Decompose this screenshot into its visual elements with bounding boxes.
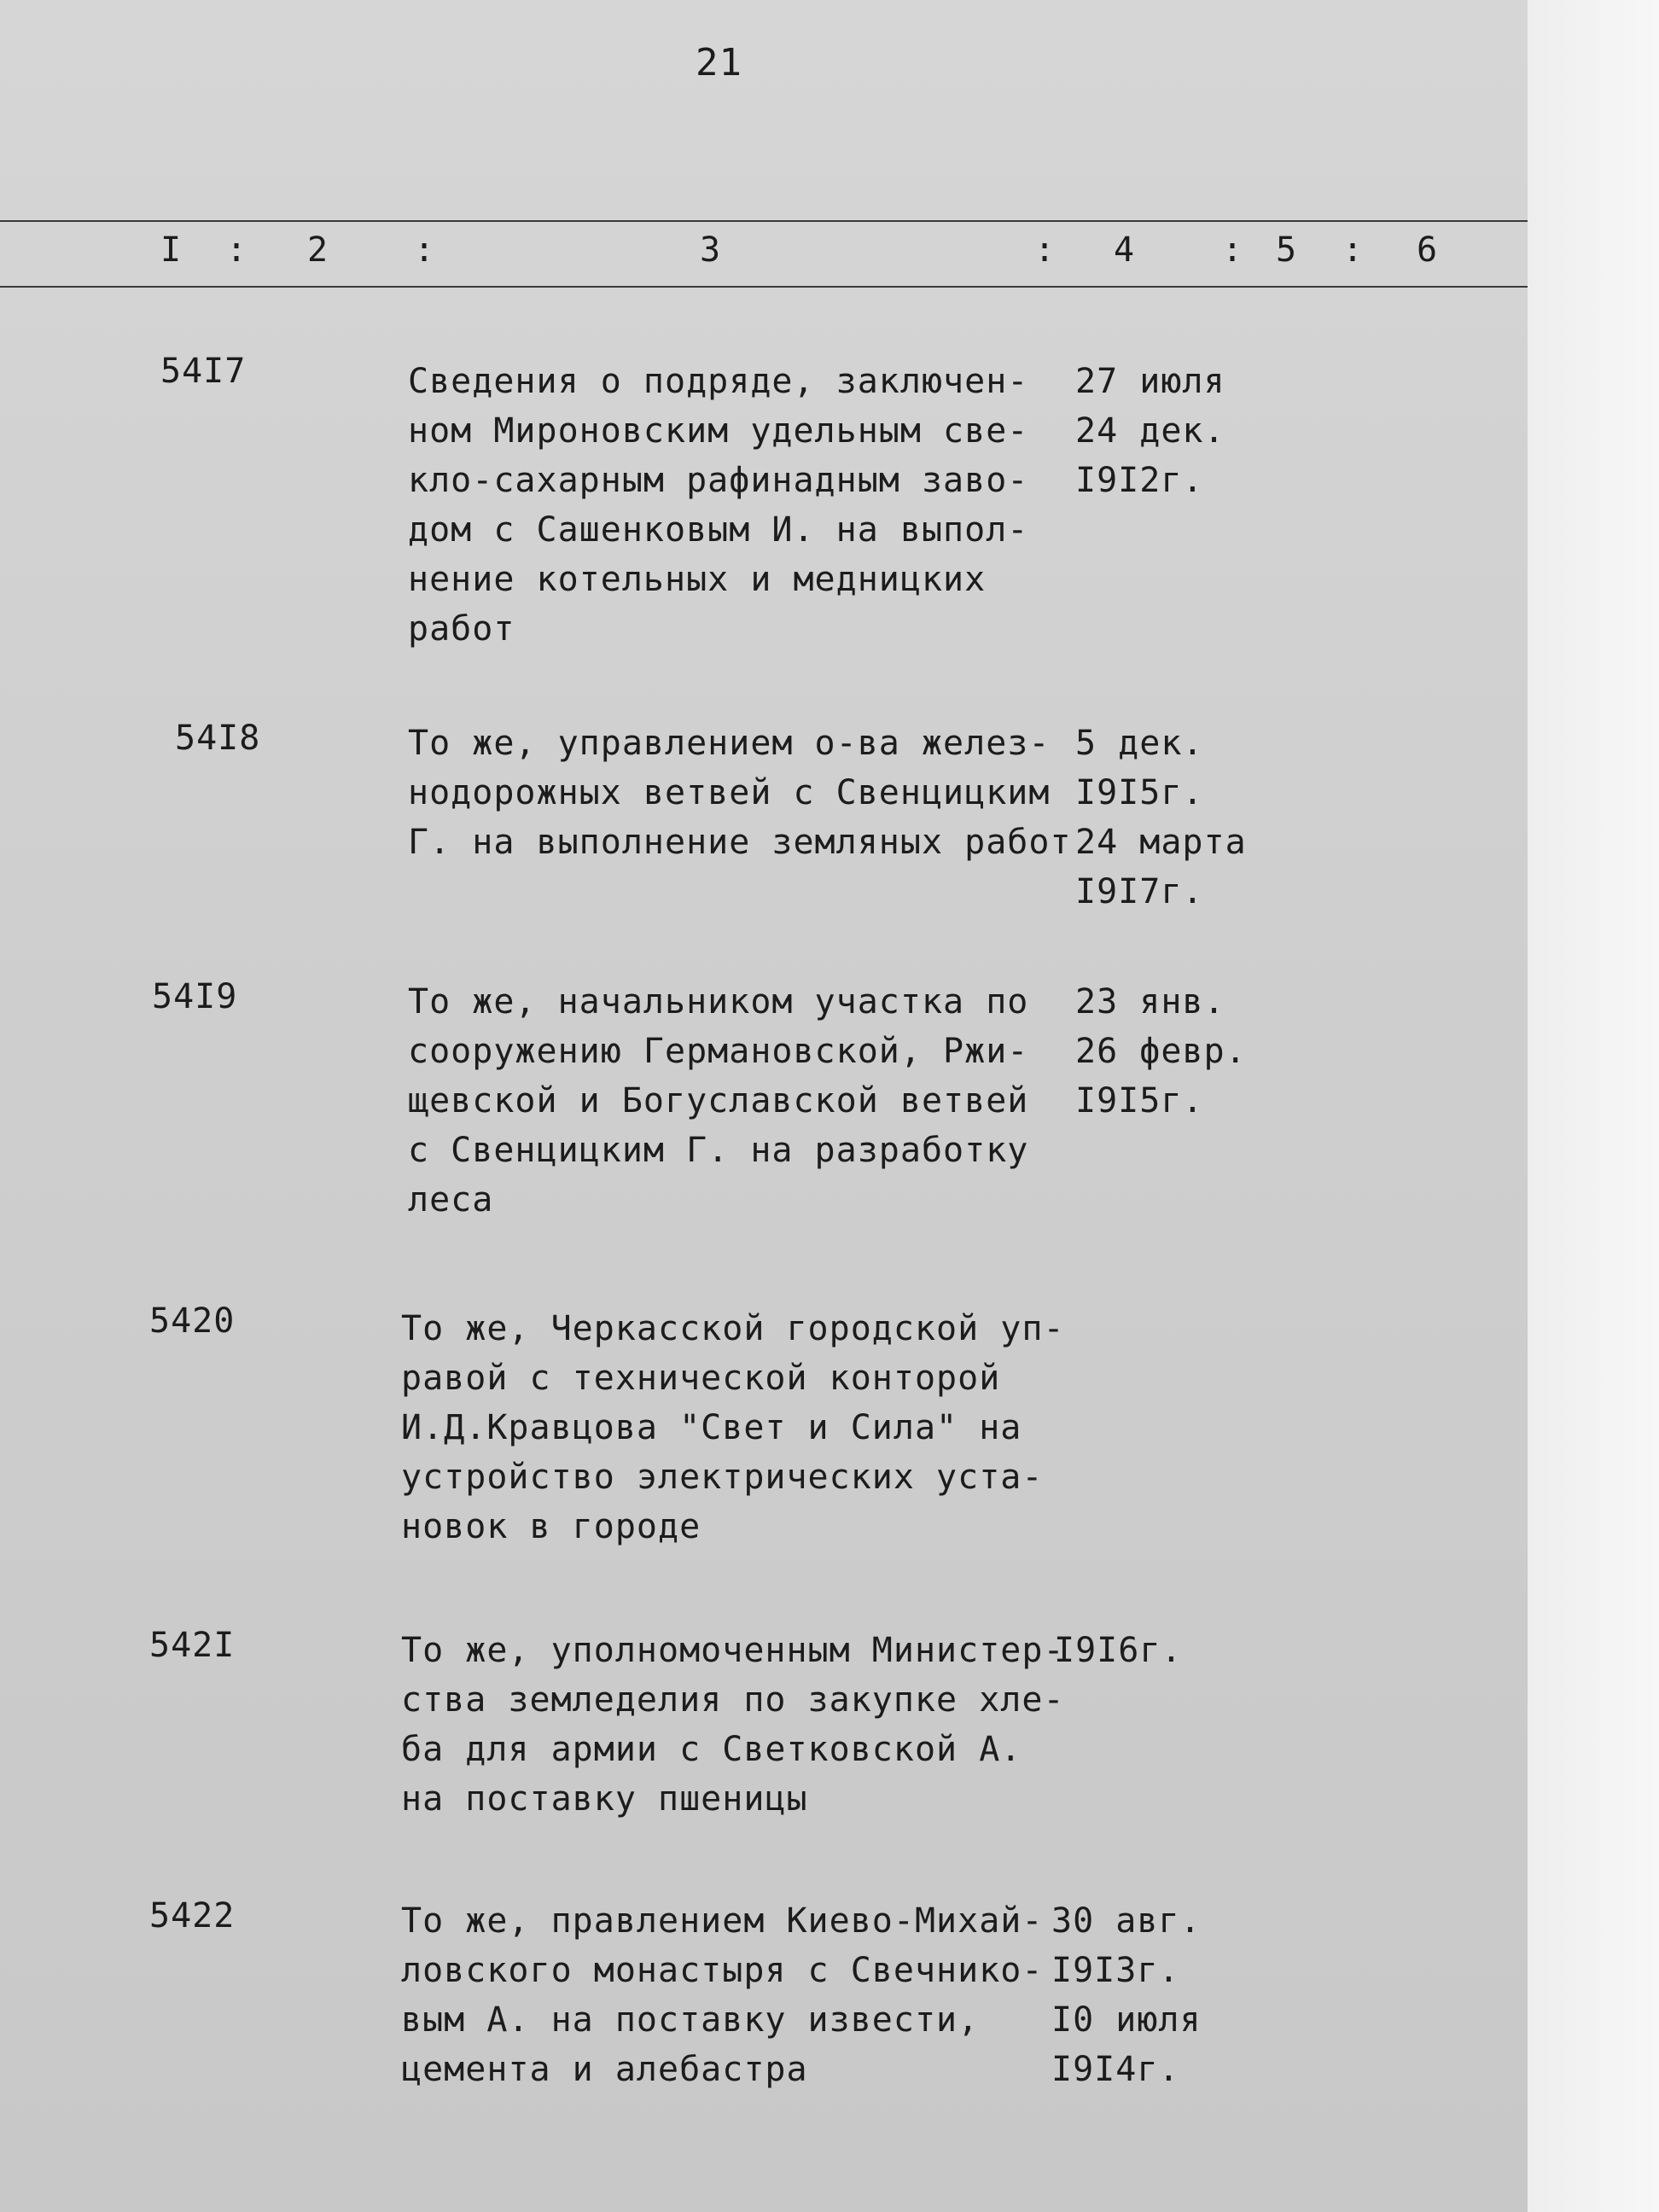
date-line: I9I3г. [1051,1951,1180,1990]
column-separator: : [1034,230,1057,270]
description-line: новок в городе [401,1507,701,1546]
record-dates [1054,1626,1183,1675]
description-line: работ [408,609,515,649]
record-description [401,1896,1043,2094]
record-number: 542I [149,1626,236,1665]
description-line: То же, управлением о-ва желез- [408,724,1051,763]
record-dates [1051,1896,1202,2094]
date-line: I9I5г. [1075,1081,1204,1121]
description-line: И.Д.Кравцова "Свет и Сила" на [401,1408,1022,1447]
column-separator: : [1342,230,1365,270]
record-number: 54I7 [160,352,247,391]
date-line: 23 янв. [1075,982,1225,1022]
description-line: Сведения о подряде, заключен- [408,362,1029,401]
description-line: на поставку пшеницы [401,1779,808,1819]
record-description [401,1626,1065,1824]
description-line: Г. на выполнение земляных работ [408,823,1072,862]
description-line: вым А. на поставку извести, [401,2000,980,2040]
date-line: 30 авг. [1051,1901,1202,1941]
description-line: ном Мироновским удельным све- [408,411,1029,451]
column-separator: : [414,230,436,270]
column-header-5: 5 [1276,230,1298,270]
record-dates [1075,719,1247,917]
date-line: 24 дек. [1075,411,1225,451]
page-number: 21 [696,41,742,84]
column-header-1: I [160,230,183,270]
column-separator: : [226,230,248,270]
date-line: I9I2г. [1075,461,1204,500]
date-line: I9I4г. [1051,2050,1180,2089]
description-line: равой с технической конторой [401,1359,1001,1398]
record-number: 54I8 [175,719,261,758]
description-line: щевской и Богуславской ветвей [408,1081,1029,1121]
column-header-4: 4 [1114,230,1136,270]
record-description [408,357,1028,654]
description-line: с Свенцицким Г. на разработку [408,1131,1029,1170]
record-number: 5422 [149,1896,236,1936]
column-header-2: 2 [307,230,329,270]
date-line: I9I7г. [1075,872,1204,911]
date-line: I0 июля [1051,2000,1202,2040]
header-rule-bottom [0,286,1528,288]
description-line: кло-сахарным рафинадным заво- [408,461,1029,500]
record-dates [1075,977,1247,1126]
record-description [401,1304,1065,1551]
date-line: 24 марта [1075,823,1247,862]
record-description [408,719,1072,867]
description-line: То же, правлением Киево-Михай- [401,1901,1044,1941]
description-line: устройство электрических уста- [401,1458,1044,1497]
description-line: ба для армии с Светковской А. [401,1730,1022,1769]
date-line: 5 дек. [1075,724,1204,763]
date-line: 26 февр. [1075,1032,1247,1071]
description-line: дом с Сашенковым И. на выпол- [408,510,1029,550]
record-number: 5420 [149,1301,236,1341]
description-line: леса [408,1180,494,1220]
record-dates [1075,357,1225,505]
description-line: цемента и алебастра [401,2050,808,2089]
date-line: I9I6г. [1054,1631,1183,1670]
description-line: То же, начальником участка по [408,982,1029,1022]
description-line: ловского монастыря с Свечнико- [401,1951,1044,1990]
column-header-6: 6 [1417,230,1439,270]
description-line: сооружению Германовской, Ржи- [408,1032,1029,1071]
header-rule-top [0,220,1528,222]
date-line: 27 июля [1075,362,1225,401]
record-description [408,977,1028,1225]
description-line: нодорожных ветвей с Свенцицким [408,773,1051,812]
background-strip [1528,0,1659,2212]
record-number: 54I9 [152,977,238,1016]
description-line: нение котельных и медницких [408,560,987,599]
description-line: То же, уполномоченным Министер- [401,1631,1065,1670]
date-line: I9I5г. [1075,773,1204,812]
description-line: То же, Черкасской городской уп- [401,1309,1065,1348]
description-line: ства земледелия по закупке хле- [401,1680,1065,1720]
column-header-3: 3 [700,230,722,270]
column-separator: : [1222,230,1244,270]
